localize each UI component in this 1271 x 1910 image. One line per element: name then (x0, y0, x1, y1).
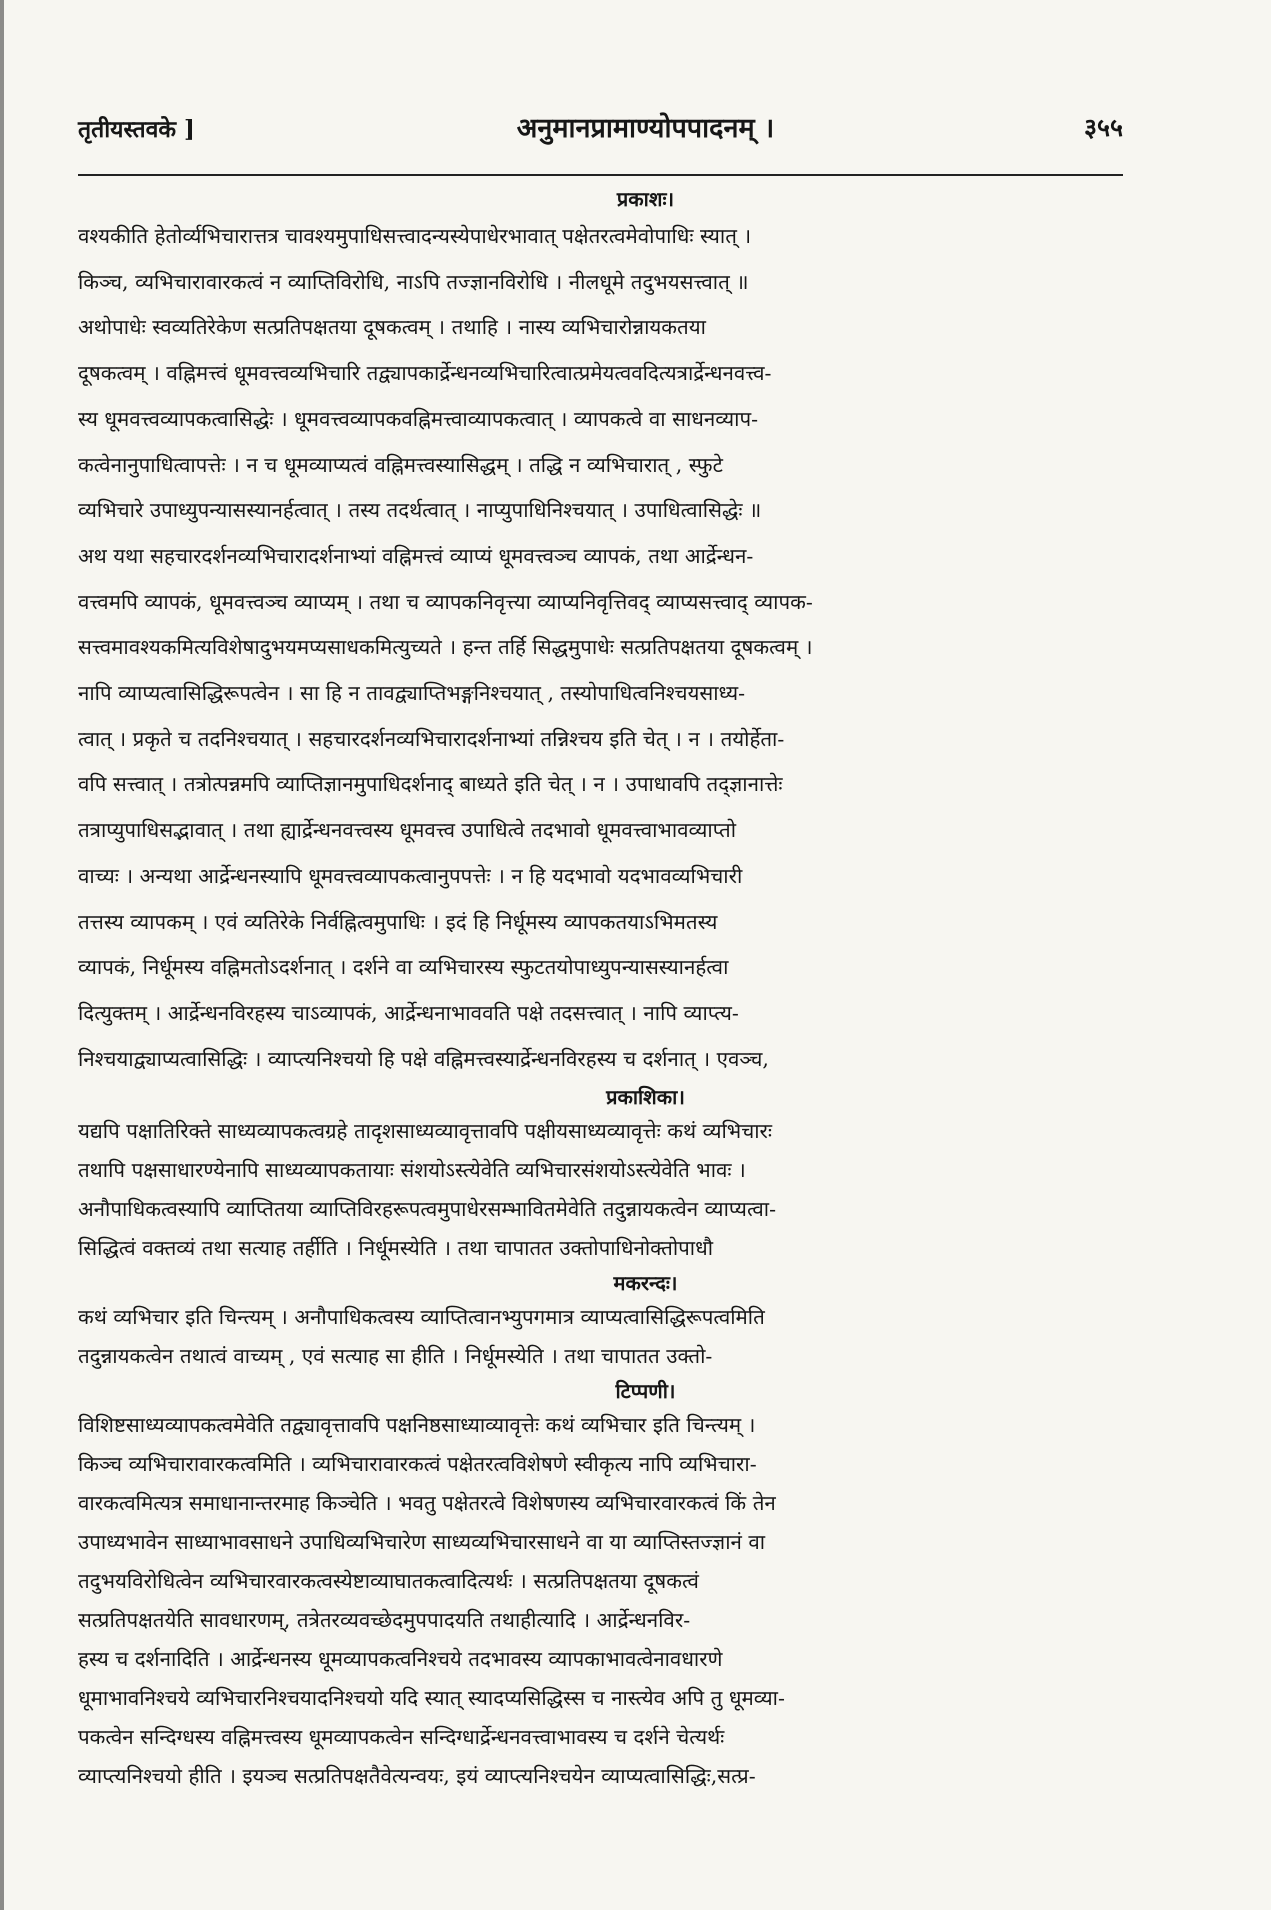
text-line: दूषकत्वम् । वह्निमत्त्वं धूमवत्त्वव्यभिचारि तद्व्यापकार्द्रेन्धनव्यभिचारित्वात्प्रमेयत्ववदित्यत्रार्द्रेन्धनवत्त्व- (78, 361, 772, 386)
text-line: तत्तस्य व्यापकम् । एवं व्यतिरेके निर्वह्नित्वमुपाधिः । इदं हि निर्धूमस्य व्यापकतयाऽभिमतस्य (78, 909, 718, 934)
text-line: सिद्धित्वं वक्तव्यं तथा सत्याह तर्हीति । निर्धूमस्येति । तथा चापातत उक्तोपाधिनोक्तोपाधौ (78, 1236, 714, 1261)
text-line: वपि सत्त्वात् । तत्रोत्पन्नमपि व्याप्तिज्ञानमुपाधिदर्शनाद् बाध्यते इति चेत् । न । उपाधावपि तद्ज्ञानात्तेः (78, 772, 783, 797)
text-line: कथं व्यभिचार इति चिन्त्यम् । अनौपाधिकत्वस्य व्याप्तित्वानभ्युपगमात्र व्याप्यत्वासिद्धिरूपत्वमिति (78, 1305, 765, 1330)
section-text (78, 1406, 1213, 1796)
text-line: व्यभिचारे उपाध्युपन्यासस्यानर्हत्वात् । तस्य तदर्थत्वात् । नाप्युपाधिनिश्चयात् । उपाधित्वासिद्धेः ॥ (78, 498, 762, 523)
header-title: अनुमानप्रामाण्योपपादनम् । (516, 113, 775, 144)
page-number: ३५५ (1083, 113, 1123, 142)
text-line: वश्यकीति हेतोर्व्यभिचारात्तत्र चावश्यमुपाधिसत्त्वादन्यस्येपाधेरभावात् पक्षेतरत्वमेवोपाधिः स्यात् । (78, 224, 752, 248)
text-line: किञ्च, व्यभिचारावारकत्वं न व्याप्तिविरोधि, नाऽपि तज्ज्ञानविरोधि । नीलधूमे तदुभयसत्त्वात् ॥ (78, 269, 749, 294)
text-line: वारकत्वमित्यत्र समाधानान्तरमाह किञ्चेति । भवतु पक्षेतरत्वे विशेषणस्य व्यभिचारवारकत्वं किं तेन (78, 1491, 776, 1516)
text-line: तदुभयविरोधित्वेन व्यभिचारवारकत्वस्येष्टाव्याघातकत्वादित्यर्थः । सत्प्रतिपक्षतया दूषकत्वं (78, 1569, 699, 1594)
text-line: व्याप्त्यनिश्चयो हीति । इयञ्च सत्प्रतिपक्षतैवेत्यन्वयः, इयं व्याप्त्यनिश्चयेन व्याप्यत्वासिद्धिः,सत्प्र- (78, 1764, 756, 1789)
running-header (78, 108, 1213, 148)
section-title: मकरन्दः। (613, 1271, 678, 1296)
section-title: टिप्पणी। (615, 1379, 676, 1404)
section-title: प्रकाशः। (616, 187, 675, 211)
text-line: अथोपाधेः स्वव्यतिरेकेण सत्प्रतिपक्षतया दूषकत्वम् । तथाहि । नास्य व्यभिचारोन्नायकतया (78, 315, 706, 340)
page-edge-shadow (0, 0, 4, 1910)
header-chapter: तृतीयस्तवके ] (78, 116, 195, 143)
text-line: तत्राप्युपाधिसद्भावात् । तथा ह्यार्द्रेन्धनवत्त्वस्य धूमवत्त्व उपाधित्वे तदभावो धूमवत्त्वाभावव्याप्तो (78, 818, 737, 843)
section-text (78, 1298, 1213, 1376)
section-title: प्रकाशिका। (606, 1085, 685, 1110)
text-line: अनौपाधिकत्वस्यापि व्याप्तितया व्याप्तिविरहरूपत्वमुपाधेरसम्भावितमेवेति तदुन्नायकत्वेन व्याप्यत्वा- (78, 1197, 777, 1222)
text-line: त्वात् । प्रकृते च तदनिश्चयात् । सहचारदर्शनव्यभिचारादर्शनाभ्यां तन्निश्चय इति चेत् । न । तयोर्हेता- (78, 726, 785, 751)
header-rule (78, 174, 1123, 176)
text-line: नापि व्याप्यत्वासिद्धिरूपत्वेन । सा हि न तावद्व्याप्तिभङ्गनिश्चयात् , तस्योपाधित्वनिश्चयसाध्य- (78, 681, 746, 706)
text-line: वाच्यः । अन्यथा आर्द्रेन्धनस्यापि धूमवत्त्वव्यापकत्वानुपपत्तेः । न हि यदभावो यदभावव्यभिचारी (78, 863, 743, 888)
text-line: स्य धूमवत्त्वव्यापकत्वासिद्धेः । धूमवत्त्वव्यापकवह्निमत्त्वाव्यापकत्वात् । व्यापकत्वे वा साधनव्याप- (78, 406, 759, 431)
text-line: तदुन्नायकत्वेन तथात्वं वाच्यम् , एवं सत्याह सा हीति । निर्धूमस्येति । तथा चापातत उक्तो- (78, 1344, 713, 1369)
text-line: उपाध्यभावेन साध्याभावसाधने उपाधिव्यभिचारेण साध्यव्यभिचारसाधने वा या व्याप्तिस्तज्ज्ञानं वा (78, 1530, 766, 1555)
section-text (78, 1112, 1213, 1268)
text-line: वत्त्वमपि व्यापकं, धूमवत्त्वञ्च व्याप्यम् । तथा च व्यापकनिवृत्त्या व्याप्यनिवृत्तिवद् व्याप्यसत्त्वाद् व्यापक- (78, 589, 813, 614)
text-line: सत्प्रतिपक्षतयेति सावधारणम्, तत्रेतरव्यवच्छेदमुपपादयति तथाहीत्यादि । आर्द्रेन्धनविर- (78, 1608, 691, 1633)
page-body (78, 186, 1213, 1796)
book-page (78, 108, 1213, 1888)
text-line: सत्त्वमावश्यकमित्यविशेषादुभयमप्यसाधकमित्युच्यते । हन्त तर्हि सिद्धमुपाधेः सत्प्रतिपक्षतया दूषकत्वम् । (78, 635, 813, 660)
text-line: हस्य च दर्शनादिति । आर्द्रेन्धनस्य धूमव्यापकत्वनिश्चये तदभावस्य व्यापकाभावत्वेनावधारणे (78, 1647, 723, 1672)
text-line: पकत्वेन सन्दिग्धस्य वह्निमत्त्वस्य धूमव्यापकत्वेन सन्दिग्धार्द्रेन्धनवत्त्वाभावस्य च दर्शने चेत्यर्थः (78, 1725, 725, 1750)
text-line: यद्यपि पक्षातिरिक्ते साध्यव्यापकत्वग्रहे तादृशसाध्यव्यावृत्तावपि पक्षीयसाध्यव्यावृत्तेः कथं व्यभिचारः (78, 1119, 773, 1144)
text-line: व्यापकं, निर्धूमस्य वह्निमतोऽदर्शनात् । दर्शने वा व्यभिचारस्य स्फुटतयोपाध्युपन्यासस्यानर्हत्वा (78, 955, 729, 980)
section-text (78, 214, 1213, 1082)
text-line: अथ यथा सहचारदर्शनव्यभिचारादर्शनाभ्यां वह्निमत्त्वं व्याप्यं धूमवत्त्वञ्च व्यापकं, तथा आर्द्रेन्धन- (78, 543, 754, 568)
text-line: कत्वेनानुपाधित्वापत्तेः । न च धूमव्याप्यत्वं वह्निमत्त्वस्यासिद्धम् । तद्धि न व्यभिचारात् , स्फुटे (78, 452, 723, 477)
text-line: धूमाभावनिश्चये व्यभिचारनिश्चयादनिश्चयो यदि स्यात् स्यादप्यसिद्धिस्स च नास्त्येव अपि तु धूमव्या- (78, 1686, 785, 1711)
text-line: दित्युक्तम् । आर्द्रेन्धनविरहस्य चाऽव्यापकं, आर्द्रेन्धनाभाववति पक्षे तदसत्त्वात् । नापि व्याप्त्य- (78, 1000, 739, 1025)
text-line: विशिष्टसाध्यव्यापकत्वमेवेति तद्व्यावृत्तावपि पक्षनिष्ठसाध्याव्यावृत्तेः कथं व्यभिचार इति चिन्त्यम् । (78, 1413, 756, 1438)
text-line: तथापि पक्षसाधारण्येनापि साध्यव्यापकतायाः संशयोऽस्त्येवेति व्यभिचारसंशयोऽस्त्येवेति भावः । (78, 1158, 746, 1183)
text-line: निश्चयाद्व्याप्यत्वासिद्धिः । व्याप्त्यनिश्चयो हि पक्षे वह्निमत्त्वस्यार्द्रेन्धनविरहस्य च दर्शनात् । एवञ्च, (78, 1046, 769, 1071)
text-line: किञ्च व्यभिचारावारकत्वमिति । व्यभिचारावारकत्वं पक्षेतरत्वविशेषणे स्वीकृत्य नापि व्यभिचारा- (78, 1452, 757, 1477)
